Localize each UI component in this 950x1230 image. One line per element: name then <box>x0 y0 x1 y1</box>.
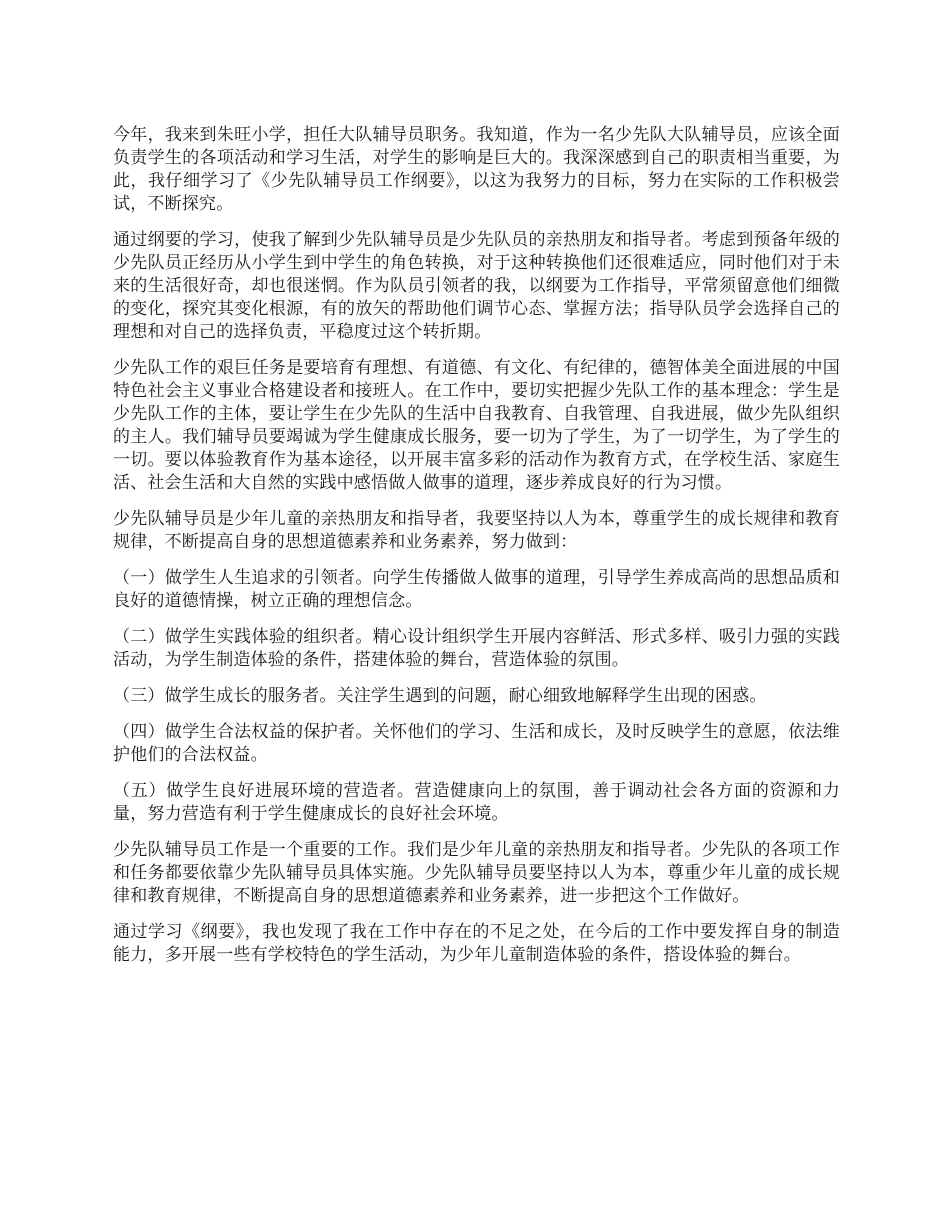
paragraph-summary: 少先队辅导员工作是一个重要的工作。我们是少年儿童的亲热朋友和指导者。少先队的各项工作和任务都要依靠少先队辅导员具体实施。少先队辅导员要坚持以人为本，尊重少年儿童的成长规律和教育规律，不断提高自身的思想道德素养和业务素养，进一步把这个工作做好。 <box>113 840 840 906</box>
paragraph-commitment: 少先队辅导员是少年儿童的亲热朋友和指导者，我要坚持以人为本，尊重学生的成长规律和教育规律，不断提高自身的思想道德素养和业务素养，努力做到： <box>113 509 840 552</box>
document-body <box>113 124 840 980</box>
paragraph-intro: 今年，我来到朱旺小学，担任大队辅导员职务。我知道，作为一名少先队大队辅导员，应该全面负责学生的各项活动和学习生活，对学生的影响是巨大的。我深深感到自己的职责相当重要，为此，我仔细学习了《少先队辅导员工作纲要》，以这为我努力的目标，努力在实际的工作积极尝试，不断探究。 <box>113 125 840 214</box>
paragraph-conclusion: 通过学习《纲要》，我也发现了我在工作中存在的不足之处，在今后的工作中要发挥自身的制造能力，多开展一些有学校特色的学生活动，为少年儿童制造体验的条件，搭设体验的舞台。 <box>113 922 840 965</box>
paragraph-item-5: （五）做学生良好进展环境的营造者。营造健康向上的氛围，善于调动社会各方面的资源和力量，努力营造有利于学生健康成长的良好社会环境。 <box>113 781 840 824</box>
paragraph-item-4: （四）做学生合法权益的保护者。关怀他们的学习、生活和成长，及时反映学生的意愿，依法维护他们的合法权益。 <box>113 722 840 765</box>
paragraph-item-3: （三）做学生成长的服务者。关注学生遇到的问题，耐心细致地解释学生出现的困惑。 <box>113 686 767 706</box>
paragraph-task: 少先队工作的艰巨任务是要培育有理想、有道德、有文化、有纪律的，德智体美全面进展的中国特色社会主义事业合格建设者和接班人。在工作中，要切实把握少先队工作的基本理念：学生是少先队工作的主体，要让学生在少先队的生活中自我教育、自我管理、自我进展，做少先队组织的主人。我们辅导员要竭诚为学生健康成长服务，要一切为了学生，为了一切学生，为了学生的一切。要以体验教育作为基本途径，以开展丰富多彩的活动作为教育方式，在学校生活、家庭生活、社会生活和大自然的实践中感悟做人做事的道理，逐步养成良好的行为习惯。 <box>113 358 840 493</box>
paragraph-item-1: （一）做学生人生追求的引领者。向学生传播做人做事的道理，引导学生养成高尚的思想品质和良好的道德情操，树立正确的理想信念。 <box>113 568 840 611</box>
paragraph-item-2: （二）做学生实践体验的组织者。精心设计组织学生开展内容鲜活、形式多样、吸引力强的实践活动，为学生制造体验的条件，搭建体验的舞台，营造体验的氛围。 <box>113 627 840 670</box>
paragraph-outline-study: 通过纲要的学习，使我了解到少先队辅导员是少先队员的亲热朋友和指导者。考虑到预备年级的少先队员正经历从小学生到中学生的角色转换，对于这种转换他们还很难适应，同时他们对于未来的生活很好奇，却也很迷惘。作为队员引领者的我，以纲要为工作指导，平常须留意他们细微的变化，探究其变化根源，有的放矢的帮助他们调节心态、掌握方法；指导队员学会选择自己的理想和对自己的选择负责，平稳度过这个转折期。 <box>113 230 840 342</box>
